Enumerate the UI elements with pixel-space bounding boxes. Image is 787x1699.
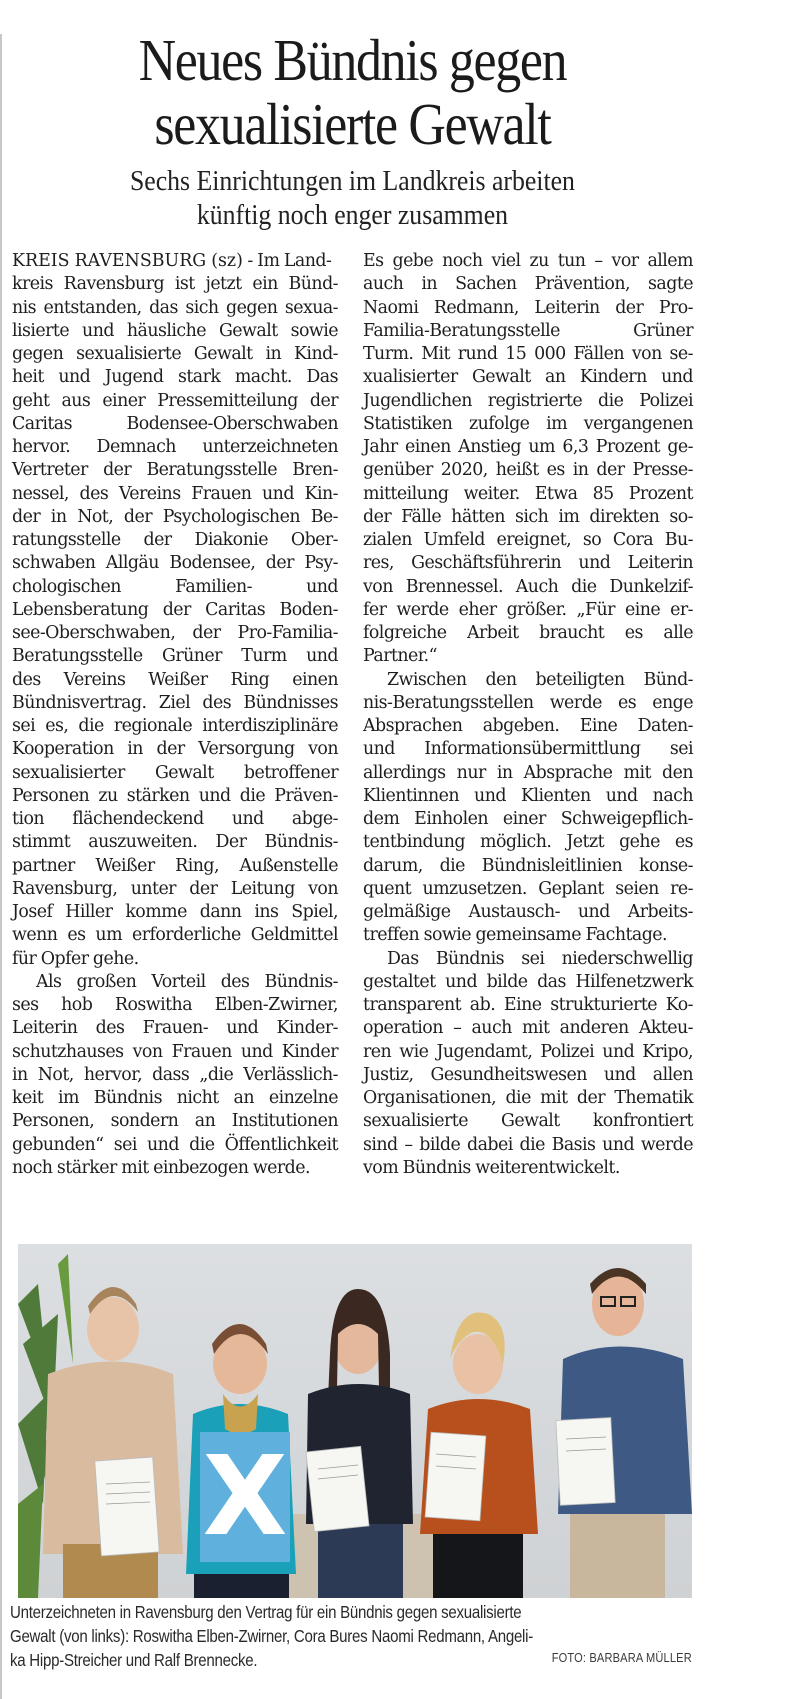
article-line: der in Not, der Psychologischen Be- bbox=[12, 506, 338, 527]
page-edge-rule bbox=[0, 34, 2, 1699]
article-line: Kooperation in der Versorgung von bbox=[12, 739, 338, 760]
caption-line-2: Gewalt (von links): Roswitha Elben-Zwirner, Cora Bures Naomi Redmann, Angeli- bbox=[10, 1626, 533, 1646]
article-line: stimmt auszuweiten. Der Bündnis- bbox=[12, 832, 338, 853]
article-line: transparent ab. Eine strukturierte Ko- bbox=[363, 995, 693, 1015]
article-line: Turm. Mit rund 15 000 Fällen von se- bbox=[363, 344, 693, 364]
article-line: schwaben Allgäu Bodensee, der Psy- bbox=[12, 553, 338, 574]
article-line: fer werde eher größer. „Für eine er- bbox=[363, 599, 693, 620]
article-line: heit und Jugend stark macht. Das bbox=[12, 367, 338, 388]
article-line: Jugendlichen registrierte die Polizei bbox=[363, 390, 693, 411]
article-line: und Informationsübermittlung sei bbox=[363, 739, 693, 760]
article-column-left bbox=[12, 250, 338, 1180]
article-line: Justiz, Gesundheitswesen und allen bbox=[363, 1064, 693, 1085]
article-line: Absprachen abgeben. Eine Daten- bbox=[363, 716, 693, 736]
subheadline bbox=[28, 165, 677, 233]
article-line: gestaltet und bilde das Hilfenetzwerk bbox=[363, 971, 693, 992]
article-line: wenn es um erforderliche Geldmittel bbox=[12, 925, 338, 946]
article-line: Jahr einen Anstieg um 6,3 Prozent ge- bbox=[363, 437, 693, 457]
article-line: Ravensburg, unter der Leitung von bbox=[12, 878, 338, 899]
article-line: chologischen Familien- und bbox=[12, 576, 338, 597]
article-line: dem Einholen einer Schweigepflich- bbox=[363, 809, 693, 829]
article-line: geht aus einer Pressemitteilung der bbox=[12, 390, 338, 411]
article-line: xualisierter Gewalt an Kindern und bbox=[363, 367, 693, 388]
article-line: Lebensberatung der Caritas Boden- bbox=[12, 599, 338, 620]
article-line: Organisationen, die mit der Thematik bbox=[363, 1088, 693, 1108]
headline-line-2: sexualisierte Gewalt bbox=[154, 91, 551, 157]
article-line: der Fälle hätten sich im direkten so- bbox=[363, 506, 693, 527]
article-line: partner Weißer Ring, Außenstelle bbox=[12, 855, 338, 876]
article-line: sind – bilde dabei die Basis und werde bbox=[363, 1134, 693, 1155]
article-line: see-Oberschwaben, der Pro-Familia- bbox=[12, 623, 338, 643]
article-line: gelmäßige Austausch- und Arbeits- bbox=[363, 902, 693, 922]
article-line: Zwischen den beteiligten Bünd- bbox=[387, 669, 693, 690]
article-line: gebunden“ sei und die Öffentlichkeit bbox=[12, 1134, 338, 1155]
article-line: Familia-Beratungsstelle Grüner bbox=[363, 320, 693, 341]
article-line: genüber 2020, heißt es in der Presse- bbox=[363, 460, 693, 481]
article-line: Klientinnen und Klienten und nach bbox=[363, 785, 693, 806]
photo-credit: FOTO: BARBARA MÜLLER bbox=[551, 1650, 692, 1665]
article-line: schutzhauses von Frauen und Kinder bbox=[12, 1041, 338, 1062]
article-line: nis-Beratungsstellen werde es enge bbox=[363, 692, 693, 713]
article-line: lisierte und häusliche Gewalt sowie bbox=[12, 320, 338, 341]
article-line: Personen zu stärken und die Präven- bbox=[12, 785, 338, 806]
article-line: zialen Umfeld ereignet, so Cora Bu- bbox=[363, 530, 693, 550]
caption-line-1: Unterzeichneten in Ravensburg den Vertrag für ein Bündnis gegen sexualisierte bbox=[10, 1602, 522, 1622]
article-line: ratungsstelle der Diakonie Ober- bbox=[12, 530, 338, 550]
article-line: Leiterin des Frauen- und Kinder- bbox=[12, 1018, 338, 1039]
article-column-right bbox=[363, 250, 693, 1180]
article-line: quent umzusetzen. Geplant seien re- bbox=[363, 878, 693, 899]
blue-x-sign bbox=[200, 1432, 290, 1562]
article-line: tion flächendeckend und abge- bbox=[12, 809, 338, 829]
article-line: ren wie Jugendamt, Polizei und Kripo, bbox=[363, 1041, 693, 1062]
article-line: Statistiken zufolge im vergangenen bbox=[363, 413, 693, 434]
article-line-text: - Im Land- bbox=[242, 251, 332, 271]
article-line: noch stärker mit einbezogen werde. bbox=[12, 1157, 310, 1178]
article-line: des Vereins Weißer Ring einen bbox=[12, 669, 338, 690]
article-line: Als großen Vorteil des Bündnis- bbox=[36, 971, 338, 992]
svg-text:X: X bbox=[202, 1432, 288, 1560]
article-line: sexualisierter Gewalt betroffener bbox=[12, 762, 338, 783]
headline-line-1: Neues Bündnis gegen bbox=[138, 27, 567, 93]
article-line: tentbindung möglich. Jetzt gehe es bbox=[363, 832, 693, 853]
article-line: Bündnisvertrag. Ziel des Bündnisses bbox=[12, 692, 338, 713]
article-line: gegen sexualisierte Gewalt in Kind- bbox=[12, 344, 338, 364]
article-line: sexualisierte Gewalt konfrontiert bbox=[363, 1111, 693, 1132]
group-photo-illustration bbox=[18, 1244, 692, 1598]
article-line: für Opfer gehe. bbox=[12, 948, 139, 969]
article-line: von Brennessel. Auch die Dunkelzif- bbox=[363, 576, 693, 597]
article-line: auch in Sachen Prävention, sagte bbox=[363, 274, 693, 295]
subheadline-line-1: Sechs Einrichtungen im Landkreis arbeiten bbox=[129, 166, 575, 197]
subheadline-line-2: künftig noch enger zusammen bbox=[196, 200, 509, 231]
article-line: Caritas Bodensee-Oberschwaben bbox=[12, 413, 338, 434]
article-line bbox=[12, 250, 338, 273]
article-line: treffen sowie gemeinsame Fachtage. bbox=[363, 925, 668, 946]
article-line: ses hob Roswitha Elben-Zwirner, bbox=[12, 995, 338, 1015]
article-line: Das Bündnis sei niederschwellig bbox=[387, 948, 693, 969]
article-line: in Not, hervor, dass „die Verlässlich- bbox=[12, 1064, 338, 1085]
article-line: res, Geschäftsführerin und Leiterin bbox=[363, 553, 693, 574]
article-line: kreis Ravensburg ist jetzt ein Bünd- bbox=[12, 274, 338, 295]
article-line: allerdings nur in Absprache mit den bbox=[363, 762, 693, 783]
article-line: mitteilung weiter. Etwa 85 Prozent bbox=[363, 483, 693, 504]
article-line: nis entstanden, das sich gegen sexua- bbox=[12, 297, 338, 318]
headline bbox=[42, 28, 662, 156]
article-line: hervor. Demnach unterzeichneten bbox=[12, 437, 338, 457]
article-line: Beratungsstelle Grüner Turm und bbox=[12, 646, 338, 667]
article-line: keit im Bündnis nicht an einzelne bbox=[12, 1088, 338, 1108]
article-line: Naomi Redmann, Leiterin der Pro- bbox=[363, 297, 693, 318]
article-line: Personen, sondern an Institutionen bbox=[12, 1111, 338, 1132]
article-line: sei es, die regionale interdisziplinäre bbox=[12, 716, 338, 736]
caption-line-3: ka Hipp-Streicher und Ralf Brennecke. bbox=[10, 1650, 258, 1670]
dateline: KREIS RAVENSBURG (sz) bbox=[12, 251, 243, 271]
article-line: Josef Hiller komme dann ins Spiel, bbox=[12, 902, 338, 922]
article-line: vom Bündnis weiterentwickelt. bbox=[363, 1157, 620, 1178]
article-line: operation – auch mit anderen Akteu- bbox=[363, 1018, 693, 1039]
article-line: Es gebe noch viel zu tun – vor allem bbox=[363, 251, 693, 271]
article-line: folgreiche Arbeit braucht es alle bbox=[363, 623, 693, 643]
article-line: Vertreter der Beratungsstelle Bren- bbox=[12, 460, 338, 481]
group-photo bbox=[18, 1244, 692, 1598]
article-line: darum, die Bündnisleitlinien konse- bbox=[363, 855, 693, 876]
article-line: nessel, des Vereins Frauen und Kin- bbox=[12, 483, 338, 504]
article-line: Partner.“ bbox=[363, 646, 437, 667]
